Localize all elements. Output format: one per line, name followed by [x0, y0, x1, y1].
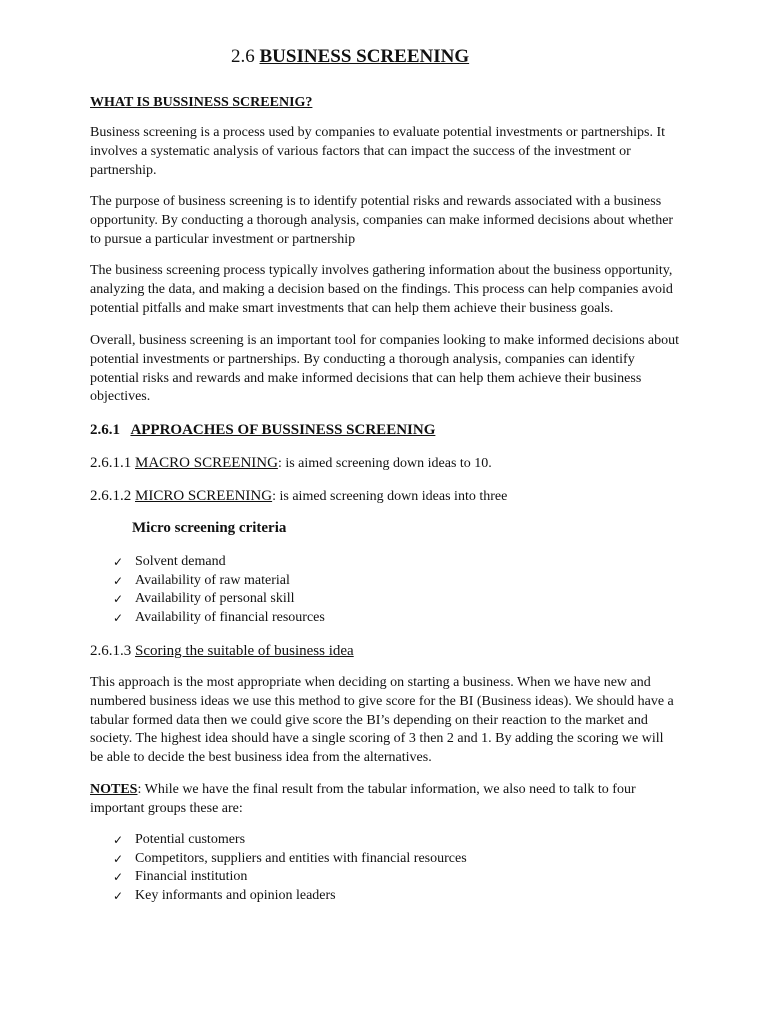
- list-item-text: Availability of financial resources: [135, 609, 325, 625]
- check-icon: ✓: [113, 555, 124, 569]
- check-icon: ✓: [113, 573, 124, 588]
- check-icon: ✓: [113, 833, 124, 847]
- scoring-number: 2.6.1.3: [90, 643, 132, 659]
- list-item: [113, 572, 325, 591]
- paragraph-1: Business screening is a process used by companies to evaluate potential investments or partnerships. It involves a systematic analysis of various factors that can impact the success of the investment or partnership.: [90, 125, 666, 178]
- list-item: [113, 831, 467, 850]
- scoring-label: Scoring the suitable of business idea: [135, 643, 354, 659]
- title-number: 2.6: [231, 46, 255, 67]
- list-item-text: Financial institution: [135, 869, 248, 885]
- notes-paragraph: [90, 781, 680, 819]
- list-item-text: Competitors, suppliers and entities with financial resources: [135, 850, 467, 866]
- title-text: BUSINESS SCREENING: [259, 46, 470, 67]
- scoring-heading: [90, 642, 680, 661]
- macro-screening-line: [90, 454, 680, 474]
- section-heading-261: [90, 421, 680, 440]
- macro-rest: : is aimed screening down ideas to 10.: [277, 456, 492, 471]
- notes-label: NOTES: [90, 782, 138, 797]
- section-number: 2.6.1: [90, 422, 120, 438]
- list-item: [113, 590, 325, 609]
- list-item-text: Potential customers: [135, 832, 246, 847]
- macro-label: MACRO SCREENING: [135, 455, 278, 471]
- groups-list: [113, 831, 467, 905]
- check-icon: ✓: [113, 610, 124, 625]
- micro-label: MICRO SCREENING: [135, 488, 273, 504]
- check-icon: ✓: [113, 592, 124, 607]
- list-item-text: Availability of raw material: [135, 572, 290, 588]
- notes-text: : While we have the final result from the tabular information, we also need to talk to four important groups these are:: [90, 782, 636, 816]
- scoring-paragraph: This approach is the most appropriate when deciding on starting a business. When we have new and numbered business ideas we use this method to give score for the BI (Business ideas). We should have a tabular formed data then we could give score the BI’s depending on their reaction to the market and society. The highest idea should have a single scoring of 3 then 2 and 1. By adding the scoring we will be able to decide the best business idea from the alternatives.: [90, 675, 674, 766]
- list-item: [113, 868, 467, 887]
- micro-rest: : is aimed screening down ideas into three: [272, 489, 508, 504]
- micro-number: 2.6.1.2: [90, 488, 132, 504]
- list-item: [113, 553, 325, 572]
- check-icon: ✓: [113, 888, 124, 903]
- page-title: [231, 46, 469, 68]
- list-item-text: Availability of personal skill: [135, 591, 295, 607]
- micro-screening-line: [90, 487, 680, 507]
- list-item: [113, 609, 325, 628]
- list-item: [113, 850, 467, 869]
- criteria-heading: Micro screening criteria: [132, 520, 287, 536]
- paragraph-3: The business screening process typically involves gathering information about the business opportunity, analyzing the data, and making a decision based on the findings. This process can help companies avoid potential pitfalls and make smart investments that can help them achieve their business goals.: [90, 263, 673, 316]
- section-text: APPROACHES OF BUSSINESS SCREENING: [130, 422, 436, 438]
- check-icon: ✓: [113, 870, 124, 885]
- list-item-text: Key informants and opinion leaders: [135, 887, 336, 903]
- list-item-text: Solvent demand: [135, 554, 226, 569]
- list-item: [113, 887, 467, 906]
- paragraph-2: The purpose of business screening is to identify potential risks and rewards associated with a business opportunity. By conducting a thorough analysis, companies can make informed decisions about whether to pursue a particular investment or partnership: [90, 194, 674, 247]
- macro-number: 2.6.1.1: [90, 455, 132, 471]
- check-icon: ✓: [113, 851, 124, 866]
- criteria-list: [113, 553, 325, 627]
- paragraph-4: Overall, business screening is an important tool for companies looking to make informed decisions about potential investments or partnerships. By conducting a thorough analysis, companies can identify potential risks and rewards and make informed decisions that can help them achieve their business objectives.: [90, 333, 680, 405]
- subheading: WHAT IS BUSSINESS SCREENIG?: [90, 95, 313, 110]
